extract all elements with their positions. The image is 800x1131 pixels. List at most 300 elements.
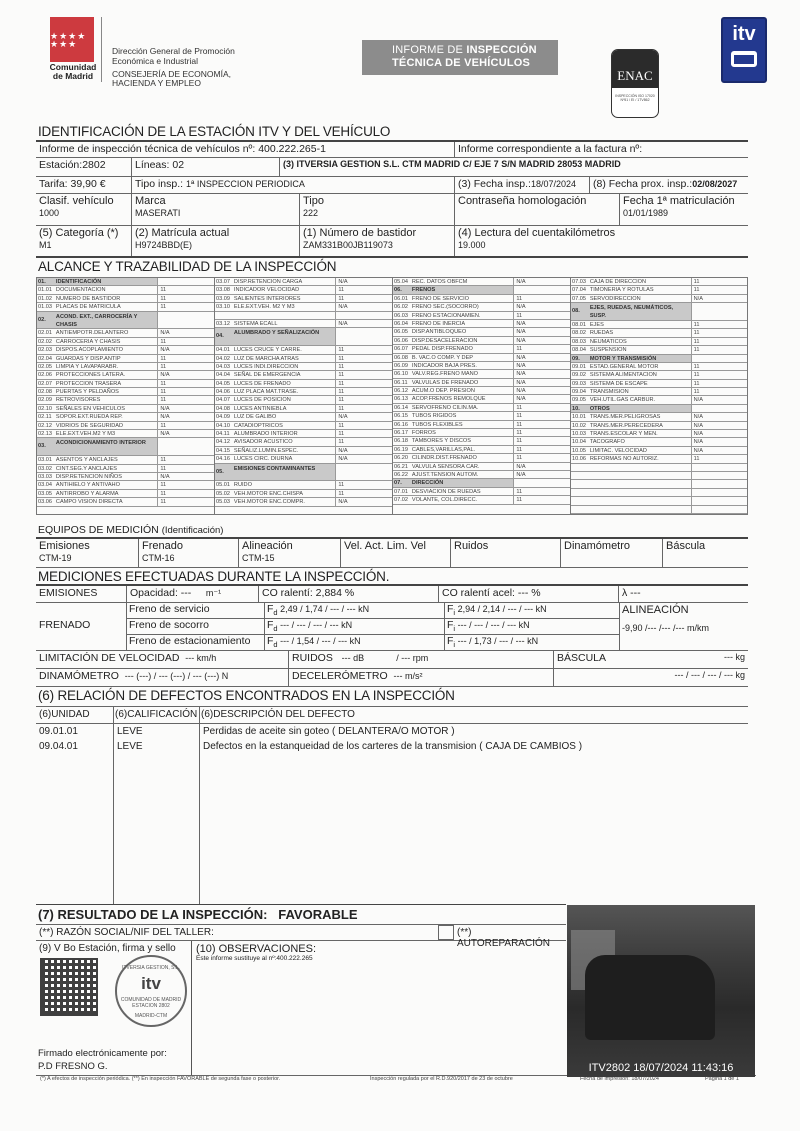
- scope-code: 06.08: [394, 354, 408, 361]
- scope-group-header: [37, 438, 214, 456]
- scope-item: [215, 455, 392, 463]
- scope-code: 02.10: [38, 405, 52, 412]
- scope-item: [571, 438, 747, 446]
- header-unit: (6)UNIDAD: [39, 709, 90, 720]
- insp-date-cell: [454, 177, 589, 193]
- first-reg: 01/01/1989: [623, 208, 669, 218]
- scope-value: 11: [513, 454, 570, 461]
- scope-label: FRENOS: [410, 286, 513, 293]
- alignment-value: -9,90 /--- /--- /--- m/km: [622, 623, 709, 633]
- scope-label: TRANS.ESCOLAR Y MEN.: [589, 431, 658, 438]
- equipment-label: Emisiones: [39, 540, 90, 552]
- scope-item: [393, 379, 570, 387]
- scope-label: DISPOS.ACOPLAMIENTO: [55, 347, 123, 354]
- scope-code: 08.03: [572, 338, 586, 345]
- scope-value: 11: [157, 338, 214, 345]
- service-fi: [444, 603, 620, 618]
- scope-label: CAJA DE DIRECCION: [589, 279, 647, 285]
- itv-stamp-icon: itv: [141, 974, 161, 993]
- scope-value: N/A: [513, 362, 570, 369]
- scope-item: [571, 413, 747, 421]
- scope-label: ANTIHIELO Y ANTIVAHO: [55, 482, 120, 489]
- header-rating: (6)CALIFICACIÓN: [115, 709, 198, 720]
- scope-code: 09.05: [572, 397, 586, 404]
- insp-type: 1ª INSPECCION PERIODICA: [185, 179, 305, 189]
- scope-item: [571, 388, 747, 396]
- report-title: [362, 40, 558, 75]
- scope-label: ASENTOS Y ANCLAJES: [55, 457, 118, 464]
- scope-code: 06.17: [394, 430, 408, 437]
- qr-code-icon: [40, 958, 98, 1016]
- scope-code: 01.02: [38, 295, 52, 302]
- scope-item: [393, 471, 570, 479]
- d-sub: d: [273, 639, 278, 649]
- scope-item: [37, 456, 214, 464]
- scope-code: 07.02: [394, 497, 408, 504]
- next-insp: 02/08/2027: [692, 179, 738, 189]
- divider: [199, 707, 200, 905]
- station-cell: [36, 158, 131, 176]
- scope-value: 11: [513, 412, 570, 419]
- scope-label: ACOND. EXT., CARROCERÍA Y CHASIS: [54, 312, 157, 329]
- scope-item: [393, 362, 570, 370]
- scope-label: SISTEMA ALIMENTACION: [589, 372, 657, 379]
- scope-code: 10.05: [572, 447, 586, 454]
- plate-label: (2) Matrícula actual: [135, 227, 230, 239]
- service-fd-value: 2,49 / 1,74 / --- / --- kN: [280, 604, 370, 614]
- scope-value: 11: [691, 346, 747, 353]
- scope-code: [571, 464, 588, 471]
- equipment-cell: [138, 539, 238, 567]
- scope-label: EJES: [589, 321, 604, 328]
- scope-label: [588, 472, 691, 479]
- scope-value: N/A: [513, 278, 570, 285]
- scope-label: DOCUMENTACION: [55, 287, 106, 294]
- enac-logo: [611, 49, 659, 118]
- type-label: Tipo: [303, 195, 324, 207]
- f-symbol: F: [267, 619, 274, 631]
- scope-value: N/A: [513, 387, 570, 394]
- d-sub: d: [273, 623, 278, 633]
- scope-value: 11: [335, 422, 392, 429]
- odometer-cell: [454, 226, 748, 256]
- fee-label: Tarifa:: [39, 178, 68, 190]
- scope-item: [393, 328, 570, 336]
- noise-label: RUIDOS: [292, 652, 333, 664]
- first-reg-cell: [619, 194, 748, 225]
- scope-label: LUZ DE MARCHA ATRAS: [233, 355, 299, 362]
- scope-item: [393, 488, 570, 496]
- scope-group-header: [571, 355, 747, 363]
- scope-code: 05.01: [216, 482, 230, 489]
- scope-item: [393, 320, 570, 328]
- decel-label: DECELERÓMETRO: [292, 670, 388, 682]
- car-icon: [731, 51, 757, 67]
- scope-code: 06.20: [394, 455, 408, 462]
- scope-value: N/A: [691, 447, 747, 454]
- equipment-cell: [560, 539, 662, 567]
- scope-column: [392, 277, 570, 515]
- scope-code: 06.16: [394, 421, 408, 428]
- scope-code: 06.01: [394, 295, 408, 302]
- scope-item: [393, 387, 570, 395]
- scope-label: REFORMAS NO AUTORIZ.: [589, 456, 659, 463]
- scope-item: [393, 345, 570, 353]
- brake-table: [126, 603, 620, 651]
- scope-item: [571, 321, 747, 329]
- scope-code: 02.11: [38, 414, 52, 421]
- equipment-value: CTM-19: [39, 553, 72, 563]
- scope-item: [571, 480, 747, 488]
- scope-label: LUCES DE POSICION: [233, 397, 291, 404]
- scope-value: 11: [691, 455, 747, 462]
- scope-label: EJES, RUEDAS, NEUMÁTICOS, SUSP.: [588, 303, 691, 320]
- scope-code: 06.03: [394, 312, 408, 319]
- co-idle-acc: CO ralentí acel: --- %: [438, 586, 618, 602]
- scope-value: N/A: [691, 295, 747, 302]
- equipment-cell: [36, 539, 138, 567]
- scope-item: [37, 303, 214, 311]
- itv-logo: [721, 17, 767, 83]
- insp-type-cell: [131, 177, 454, 193]
- scope-code: 02.02: [38, 338, 52, 345]
- scope-label: [588, 464, 691, 471]
- scope-value: N/A: [335, 498, 392, 505]
- scope-value: 11: [335, 388, 392, 395]
- type-cell: [299, 194, 454, 225]
- scope-item: [215, 388, 392, 396]
- f-symbol: F: [267, 603, 274, 615]
- scope-group-header: [393, 286, 570, 294]
- scope-label: LUCES CRUCE Y CARRE.: [233, 347, 302, 354]
- itv-text: itv: [732, 23, 756, 45]
- scope-label: CATADIOPTRICOS: [233, 422, 283, 429]
- scope-item: [571, 472, 747, 480]
- scope-code: 08.: [571, 303, 588, 320]
- vin-cell: [299, 226, 454, 256]
- measurements-title: MEDICIONES EFECTUADAS DURANTE LA INSPECCIÓN.: [38, 569, 390, 584]
- result-value: FAVORABLE: [278, 907, 358, 922]
- scope-code: 06.07: [394, 346, 408, 353]
- scope-item: [215, 320, 392, 328]
- equipment-label: Ruidos: [454, 540, 489, 552]
- i-sub: i: [453, 623, 456, 633]
- scope-value: N/A: [513, 354, 570, 361]
- scope-code: 07.03: [572, 279, 586, 285]
- scope-value: 11: [157, 295, 214, 302]
- scope-value: 11: [335, 396, 392, 403]
- scope-value: 11: [335, 355, 392, 362]
- scope-value: 11: [691, 363, 747, 370]
- scope-label: DISP.RETENCION NIÑOS: [55, 474, 123, 481]
- scope-label: PUERTAS Y PELDAÑOS: [55, 389, 119, 396]
- scope-value: 11: [691, 278, 747, 285]
- scope-value: [691, 303, 747, 320]
- scope-value: 11: [691, 371, 747, 378]
- title-light: INFORME DE: [392, 44, 467, 56]
- scope-code: [571, 472, 588, 479]
- scope-item: [571, 447, 747, 455]
- scale-cell: [553, 651, 748, 668]
- type: 222: [303, 208, 319, 218]
- scope-value: N/A: [335, 455, 392, 462]
- scope-title: ALCANCE Y TRAZABILIDAD DE LA INSPECCIÓN: [38, 259, 337, 274]
- scope-label: TUBOS FLEXIBLES: [411, 421, 463, 428]
- scope-code: 06.21: [394, 463, 408, 470]
- scope-label: [588, 506, 691, 513]
- scope-group-header: [215, 464, 392, 482]
- scope-item: [215, 430, 392, 438]
- scope-label: ALUMBRADO INTERIOR: [233, 431, 298, 438]
- scope-label: ANTIEMPOTR.DELANTERO: [55, 330, 129, 337]
- scope-item: [37, 481, 214, 489]
- scope-label: EMISIONES CONTAMINANTES: [232, 464, 335, 481]
- scope-code: 05.03: [216, 499, 230, 506]
- scope-code: 03.10: [216, 304, 230, 311]
- parking-brake-label: Freno de estacionamiento: [129, 635, 251, 647]
- i-sub: i: [453, 639, 456, 649]
- scope-item: [571, 329, 747, 337]
- scope-code: 06.06: [394, 337, 408, 344]
- scope-label: SERVODIRECCION: [589, 295, 641, 302]
- scope-code: 06.: [393, 286, 410, 293]
- footer-regulation: Inspección regulada por el R.D.920/2017 de 23 de octubre: [370, 1076, 513, 1082]
- defects-header: [36, 707, 748, 724]
- scope-value: 11: [335, 490, 392, 497]
- scope-code: 06.10: [394, 371, 408, 378]
- scope-item: [571, 346, 747, 354]
- scale-label: BÁSCULA: [557, 652, 607, 664]
- scope-item: [571, 464, 747, 472]
- station-row: [36, 158, 748, 177]
- scope-label: VALVULA SENSORA CAR.: [411, 463, 480, 470]
- scope-code: [571, 506, 588, 513]
- scope-code: 04.03: [216, 363, 230, 370]
- scope-value: 11: [157, 380, 214, 387]
- lines: 02: [172, 159, 185, 171]
- scope-code: 03.04: [38, 482, 52, 489]
- scope-label: ESTAD.GENERAL MOTOR: [589, 363, 659, 370]
- scope-code: 06.11: [394, 379, 408, 386]
- scope-value: 11: [157, 388, 214, 395]
- scope-value: N/A: [513, 463, 570, 470]
- scope-item: [393, 278, 570, 286]
- plate: H9724BBD(E): [135, 240, 193, 250]
- scope-value: 11: [513, 496, 570, 503]
- scope-label: SERVOFRENO CILIN.MA.: [411, 404, 479, 411]
- scope-column: [214, 277, 392, 515]
- scope-code: 02.09: [38, 397, 52, 404]
- scope-label: DISP.DESACELERACION: [411, 337, 478, 344]
- parking-fi-value: --- / 1,73 / --- / --- kN: [457, 636, 539, 646]
- scope-item: [215, 380, 392, 388]
- scope-item: [215, 355, 392, 363]
- odometer-label: (4) Lectura del cuentakilómetros: [458, 227, 616, 239]
- footer: [40, 1076, 760, 1082]
- scope-label: B. VAC.O COMP. Y DEP: [411, 354, 474, 361]
- scope-value: 11: [335, 363, 392, 370]
- scope-label: FRENO ESTACIONAMIEN.: [411, 312, 481, 319]
- scope-value: 11: [335, 295, 392, 302]
- scope-code: 06.13: [394, 396, 408, 403]
- category-row: [36, 226, 748, 258]
- make-cell: [131, 194, 299, 225]
- emergency-fd: [264, 619, 444, 634]
- vehicle-photo: [567, 905, 755, 1077]
- scope-item: [37, 490, 214, 498]
- scope-label: SISTEMA DE ESCAPE: [589, 380, 648, 387]
- scope-code: 04.07: [216, 397, 230, 404]
- scope-code: 03.05: [38, 490, 52, 497]
- equipment-label: Dinamómetro: [564, 540, 631, 552]
- scope-code: 06.14: [394, 404, 408, 411]
- scope-item: [215, 447, 392, 455]
- scope-group-header: [393, 479, 570, 487]
- scope-value: [691, 472, 747, 479]
- scope-code: 06.19: [394, 446, 408, 453]
- scope-item: [215, 286, 392, 294]
- scope-code: 10.03: [572, 431, 586, 438]
- scope-label: TRANS.MER.PERECEDERA: [589, 422, 663, 429]
- scope-value: N/A: [335, 303, 392, 310]
- scope-value: N/A: [513, 303, 570, 310]
- scope-item: [393, 496, 570, 504]
- scope-item: [215, 363, 392, 371]
- scope-value: N/A: [513, 370, 570, 377]
- scope-label: SALIENTES INTERIORES: [233, 295, 301, 302]
- equipment-cell: [450, 539, 560, 567]
- scope-label: CINT.SEG.Y ANCLAJES: [55, 465, 118, 472]
- scope-label: ACOP.FRENOS REMOLQUE: [411, 396, 486, 403]
- scope-value: [691, 405, 747, 412]
- scope-code: 03.08: [216, 287, 230, 294]
- scope-value: 11: [691, 388, 747, 395]
- scope-item: [37, 413, 214, 421]
- scope-value: N/A: [157, 346, 214, 353]
- scope-label: RETROVISORES: [55, 397, 101, 404]
- next-insp-label: (8) Fecha prox. insp.:: [593, 178, 693, 190]
- equipment-label: Alineación: [242, 540, 293, 552]
- enac-sub: INSPECCIÓN ISO 17020 Nº51 / EI / 1TV862: [615, 94, 655, 102]
- photo-car: [585, 955, 715, 1040]
- scope-group-header: [37, 312, 214, 330]
- lambda: λ ---: [618, 586, 748, 602]
- footer-note: (*) A efectos de inspección periódica. (**) En inspección FAVORABLE de segunda fase o posterior.: [40, 1076, 281, 1082]
- footer-print-date: Fecha de impresión: 18/07/2024: [580, 1076, 659, 1082]
- scope-code: 09.03: [572, 380, 586, 387]
- scope-label: SUSPENSION: [589, 347, 627, 354]
- decel-value: --- m/s²: [393, 671, 423, 681]
- scope-label: TRANSMISION: [589, 389, 629, 396]
- scope-item: [571, 497, 747, 505]
- scope-code: 04.08: [216, 405, 230, 412]
- homolog-cell: [454, 194, 619, 225]
- report-number-row: [36, 140, 748, 158]
- scope-item: [393, 295, 570, 303]
- scope-code: 01.01: [38, 287, 52, 294]
- scope-value: 11: [691, 321, 747, 328]
- scope-code: 03.02: [38, 465, 52, 472]
- service-fi-value: 2,94 / 2,14 / --- / --- kN: [457, 604, 547, 614]
- scope-value: 11: [157, 481, 214, 488]
- equipment-title: [38, 524, 223, 536]
- category-cell: [36, 226, 131, 256]
- scope-code: 03.09: [216, 295, 230, 302]
- scope-value: N/A: [157, 473, 214, 480]
- scope-code: 08.04: [572, 347, 586, 354]
- scope-item: [215, 278, 392, 286]
- scope-value: 11: [691, 329, 747, 336]
- category-label: (5) Categoría (*): [39, 227, 119, 239]
- scope-label: SEÑALIZ.LUMIN.ESPEC.: [233, 447, 299, 454]
- divider: [36, 904, 566, 905]
- plate-cell: [131, 226, 299, 256]
- scope-value: N/A: [157, 405, 214, 412]
- scope-group-header: [571, 405, 747, 413]
- scope-code: 07.05: [572, 295, 586, 302]
- scope-code: 04.09: [216, 414, 230, 421]
- scope-label: PROTECCIONES LATERA.: [55, 372, 126, 379]
- vehicle-row: [36, 194, 748, 226]
- workshop-label: (**) RAZÓN SOCIAL/NIF DEL TALLER:: [39, 927, 214, 938]
- scope-value: N/A: [513, 337, 570, 344]
- scope-label: CARROCERIA Y CHASIS: [55, 338, 121, 345]
- scope-code: 04.05: [216, 380, 230, 387]
- fee: 39,90: [70, 178, 97, 190]
- scope-label: [232, 312, 335, 319]
- scope-item: [393, 412, 570, 420]
- stars-icon: ★★★★ ★★★: [50, 30, 87, 49]
- dyno-row: [36, 669, 748, 687]
- scope-code: 02.06: [38, 372, 52, 379]
- scope-value: 11: [335, 405, 392, 412]
- equipment-title-text: EQUIPOS DE MEDICIÓN: [38, 524, 159, 536]
- scope-value: 11: [513, 437, 570, 444]
- scope-item: [37, 286, 214, 294]
- scope-label: [588, 489, 691, 496]
- scope-label: VIDRIOS DE SEGURIDAD: [55, 422, 124, 429]
- scope-item: [215, 481, 392, 489]
- scope-code: 02.07: [38, 380, 52, 387]
- invoice-cell: [454, 142, 748, 157]
- scope-item: [571, 371, 747, 379]
- scope-label: VEH.UTIL.GAS CARBUR.: [589, 397, 656, 404]
- scope-label: PLACAS DE MATRICULA: [55, 304, 121, 311]
- scope-code: 02.08: [38, 389, 52, 396]
- scope-label: PROTECCION TRASERA: [55, 380, 122, 387]
- scope-value: N/A: [335, 278, 392, 285]
- scope-label: LUCES CIRC. DIURNA: [233, 456, 293, 463]
- scope-label: INDICADOR VELOCIDAD: [233, 287, 300, 294]
- title-bold1: INSPECCIÓN: [466, 44, 537, 56]
- scope-label: FRENO DE INERCIA: [411, 320, 466, 327]
- invoice-label: Informe correspondiente a la factura nº:: [458, 143, 643, 155]
- self-repair-checkbox[interactable]: [438, 925, 454, 940]
- defect-rating: LEVE: [117, 726, 143, 737]
- scope-item: [571, 278, 747, 286]
- scope-item: [37, 388, 214, 396]
- equipment-value: CTM-15: [242, 553, 275, 563]
- alignment-label: ALINEACIÓN: [622, 604, 689, 616]
- scope-label: PEDAL DISP.FRENADO: [411, 346, 473, 353]
- region-name: Comunidad de Madrid: [49, 62, 97, 81]
- scope-value: N/A: [157, 371, 214, 378]
- scope-item: [393, 354, 570, 362]
- scope-value: N/A: [513, 395, 570, 402]
- scope-code: 02.13: [38, 431, 52, 438]
- scope-label: TACOGRAFO: [589, 439, 625, 446]
- scope-value: N/A: [157, 413, 214, 420]
